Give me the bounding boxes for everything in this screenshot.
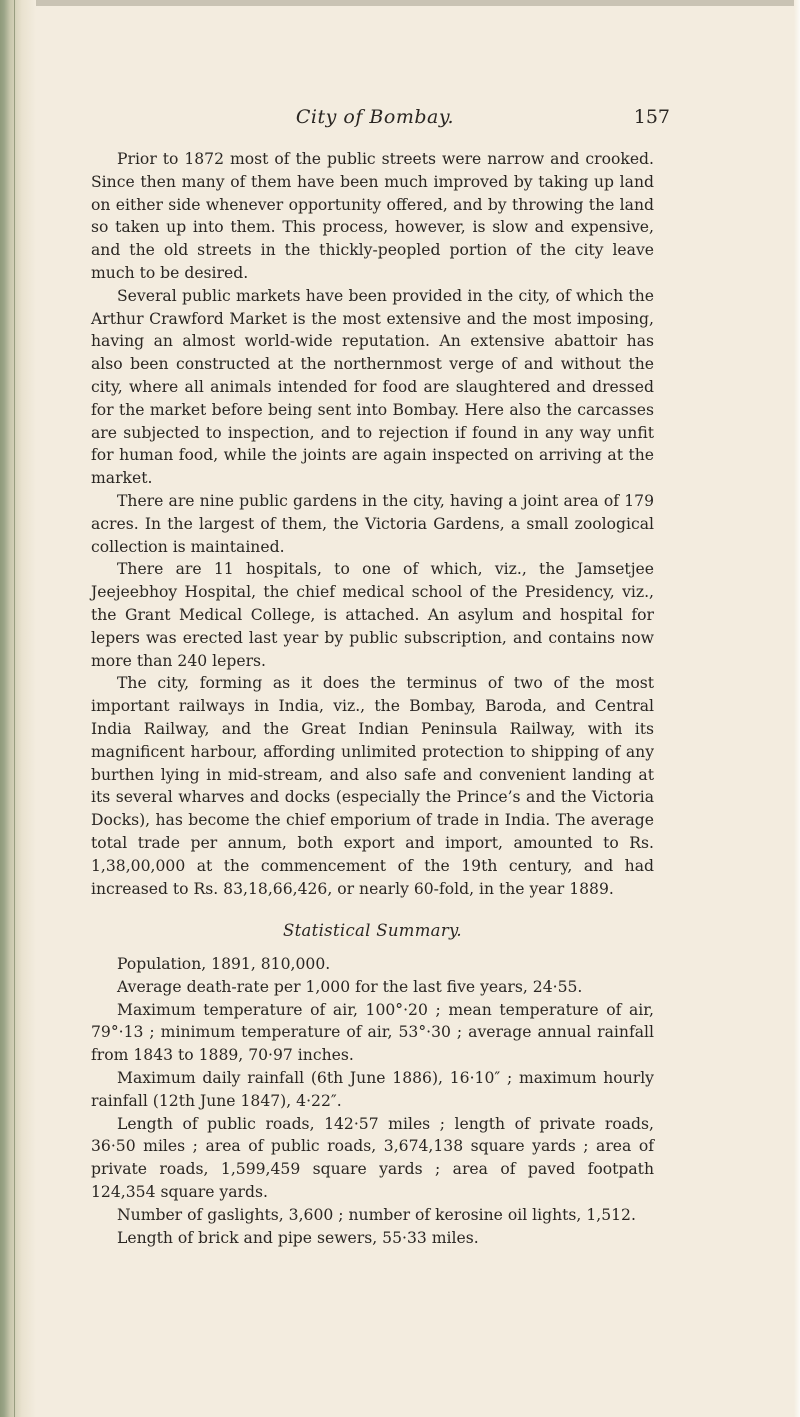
paragraph-markets: Several public markets have been provided in the city, of which the Arthur Crawford Market is the most extensive and the most imposing, having an almost world-wide reputation. An extensive abattoir has also been constructed at the northernmost verge of and without the city, where all animals intended for food are slaughtered and dressed for the market before being sent into Bombay. Here also the carcasses are subjected to inspection, and to rejection if found in any way unfit for human food, while the joints are again inspected on arriving at the market.	[91, 286, 654, 488]
running-title: City of Bombay.	[295, 106, 455, 128]
running-header	[90, 106, 670, 136]
paragraph-gardens: There are nine public gardens in the city, having a joint area of 179 acres. In the largest of them, the Victoria Gardens, a small zoological collection is maintained.	[91, 491, 654, 556]
binding-gutter	[0, 0, 36, 1417]
statistical-summary-title: Statistical Summary.	[283, 921, 462, 941]
gutter-shadow-line	[14, 0, 15, 1417]
stat-death-rate: Average death-rate per 1,000 for the last five years, 24·55.	[117, 977, 583, 996]
stat-sewers: Length of brick and pipe sewers, 55·33 miles.	[117, 1228, 479, 1247]
paragraph-trade: The city, forming as it does the terminus of two of the most important railways in India, viz., the Bombay, Baroda, and Central India Railway, and the Great Indian Peninsula Railway, with its magnificent harbour, affording unlimited protection to shipping of any burthen lying in mid-stream, and also safe and convenient landing at its several wharves and docks (especially the Prince’s and the Victoria Docks), has become the chief emporium of trade in India. The average total trade per annum, both export and import, amounted to Rs. 1,38,00,000 at the commencement of the 19th century, and had increased to Rs. 83,18,66,426, or nearly 60-fold, in the year 1889.	[91, 674, 654, 898]
page-right-edge	[794, 0, 800, 1417]
stat-rainfall: Maximum daily rainfall (6th June 1886), 16·10″ ; maximum hourly rainfall (12th June 1847), 4·22″.	[91, 1069, 654, 1110]
stat-roads: Length of public roads, 142·57 miles ; length of private roads, 36·50 miles ; area of public roads, 3,674,138 square yards ; area of private roads, 1,599,459 square yards ; area of paved footpath 124,354 square yards.	[91, 1114, 654, 1202]
paragraph-streets: Prior to 1872 most of the public streets were narrow and crooked. Since then many of them have been much improved by taking up land on either side whenever opportunity offered, and by throwing the land so taken up into them. This process, however, is slow and expensive, and the old streets in the thickly-peopled portion of the city leave much to be desired.	[91, 150, 654, 282]
stat-temperature: Maximum temperature of air, 100°·20 ; mean temperature of air, 79°·13 ; minimum temperature of air, 53°·30 ; average annual rainfall from 1843 to 1889, 70·97 inches.	[91, 1000, 654, 1065]
statistical-summary-list	[91, 953, 654, 1249]
stat-lights: Number of gaslights, 3,600 ; number of kerosine oil lights, 1,512.	[117, 1205, 636, 1224]
paragraph-hospitals: There are 11 hospitals, to one of which, viz., the Jamsetjee Jeejeebhoy Hospital, the chief medical school of the Presidency, viz., the Grant Medical College, is attached. An asylum and hospital for lepers was erected last year by public subscription, and contains now more than 240 lepers.	[91, 560, 654, 670]
page-number: 157	[633, 106, 670, 128]
stat-population: Population, 1891, 810,000.	[117, 955, 331, 974]
body-text	[91, 148, 654, 1249]
page-top-edge	[0, 0, 800, 6]
